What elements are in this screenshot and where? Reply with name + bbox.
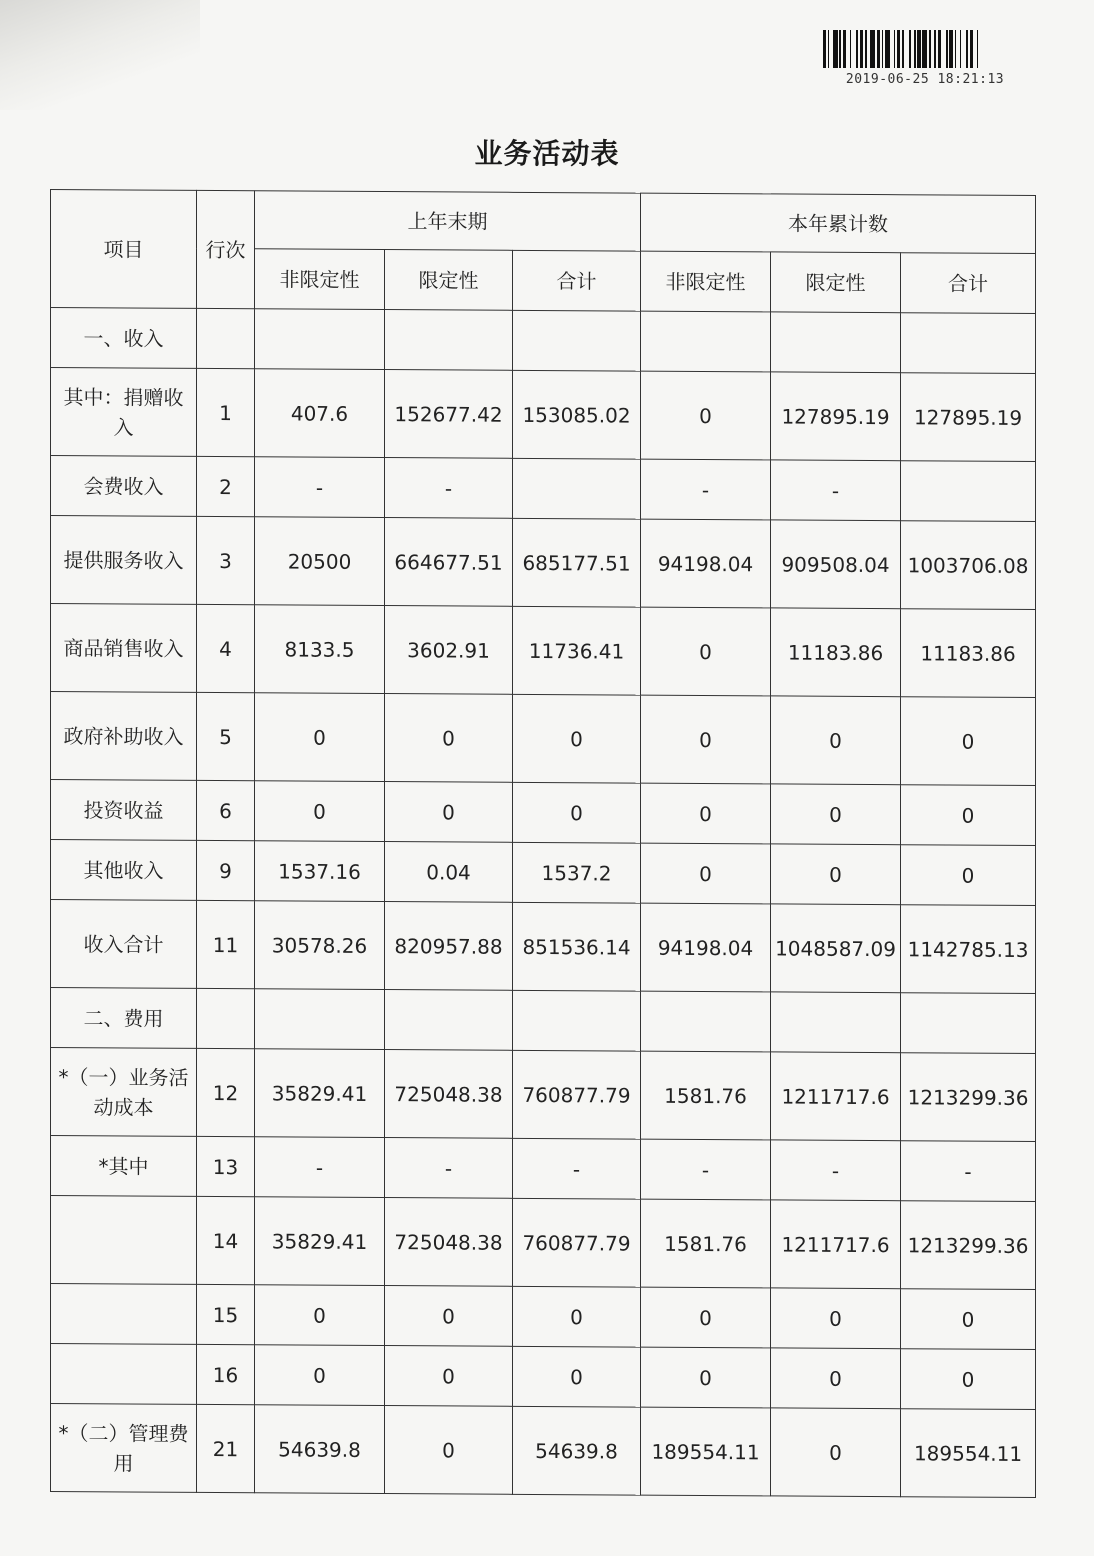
header-prev-period: 上年末期: [255, 191, 641, 251]
row-item-label: *（一）业务活动成本: [51, 1048, 197, 1137]
header-item: 项目: [51, 190, 197, 309]
row-value-cell: 11183.86: [901, 609, 1036, 698]
business-activity-table: [50, 189, 1036, 1498]
row-value-cell: -: [513, 1138, 641, 1199]
row-value-cell: 0: [255, 693, 385, 782]
table-row: [51, 692, 1036, 786]
row-value-cell: -: [771, 460, 901, 521]
row-value-cell: 1211717.6: [771, 1200, 901, 1289]
row-item-label: 一、收入: [51, 308, 197, 369]
row-value-cell: [641, 311, 771, 372]
table-row: [51, 780, 1036, 846]
row-value-cell: 0: [513, 782, 641, 843]
subheader-curr-unrestricted: 非限定性: [641, 251, 771, 312]
row-value-cell: 1581.76: [641, 1199, 771, 1288]
table-row: [51, 1136, 1036, 1202]
subheader-curr-restricted: 限定性: [771, 252, 901, 313]
row-value-cell: 0: [513, 1286, 641, 1347]
row-value-cell: -: [901, 1141, 1036, 1202]
row-value-cell: 851536.14: [513, 902, 641, 991]
row-value-cell: [641, 991, 771, 1052]
row-value-cell: 1211717.6: [771, 1052, 901, 1141]
row-item-label: *（二）管理费用: [51, 1404, 197, 1493]
page-fold-shadow: [0, 0, 200, 110]
table-row: [51, 900, 1036, 994]
row-item-label: [51, 1196, 197, 1285]
table-row: [51, 308, 1036, 374]
row-value-cell: 760877.79: [513, 1050, 641, 1139]
row-value-cell: 152677.42: [385, 370, 513, 459]
row-value-cell: [385, 990, 513, 1051]
row-value-cell: 0: [641, 783, 771, 844]
row-value-cell: 127895.19: [901, 373, 1036, 462]
row-line-no: [197, 988, 255, 1048]
row-value-cell: [255, 309, 385, 370]
row-value-cell: 1537.16: [255, 841, 385, 902]
row-item-label: 其中：捐赠收入: [51, 368, 197, 457]
row-line-no: 16: [197, 1344, 255, 1404]
document-title: 业务活动表: [474, 137, 620, 170]
row-line-no: 13: [197, 1136, 255, 1196]
subheader-prev-restricted: 限定性: [385, 250, 513, 311]
row-item-label: 提供服务收入: [51, 516, 197, 605]
row-value-cell: [255, 989, 385, 1050]
row-value-cell: -: [641, 459, 771, 520]
row-value-cell: 0: [641, 1347, 771, 1408]
row-value-cell: 94198.04: [641, 903, 771, 992]
row-value-cell: 0: [641, 371, 771, 460]
row-value-cell: 725048.38: [385, 1050, 513, 1139]
row-value-cell: 0: [901, 845, 1036, 906]
row-line-no: 2: [197, 456, 255, 516]
row-value-cell: 0: [901, 785, 1036, 846]
subheader-prev-unrestricted: 非限定性: [255, 249, 385, 310]
table-row: [51, 1404, 1036, 1498]
row-value-cell: [513, 458, 641, 519]
row-value-cell: -: [255, 1137, 385, 1198]
barcode-icon: [823, 30, 1028, 68]
row-line-no: 5: [197, 692, 255, 780]
row-value-cell: 35829.41: [255, 1197, 385, 1286]
row-value-cell: 0: [513, 694, 641, 783]
table-row: [51, 368, 1036, 462]
row-line-no: 3: [197, 516, 255, 604]
row-value-cell: 0: [385, 694, 513, 783]
table-row: [51, 516, 1036, 610]
row-line-no: 15: [197, 1284, 255, 1344]
row-value-cell: [901, 993, 1036, 1054]
row-value-cell: 1003706.08: [901, 521, 1036, 610]
row-value-cell: 54639.8: [255, 1405, 385, 1494]
row-value-cell: 820957.88: [385, 902, 513, 991]
row-value-cell: 8133.5: [255, 605, 385, 694]
row-item-label: [51, 1284, 197, 1345]
row-item-label: [51, 1344, 197, 1405]
row-value-cell: 1213299.36: [901, 1201, 1036, 1290]
row-value-cell: 127895.19: [771, 372, 901, 461]
row-line-no: 14: [197, 1196, 255, 1284]
row-value-cell: 0: [385, 1286, 513, 1347]
row-value-cell: [385, 310, 513, 371]
row-value-cell: [901, 313, 1036, 374]
row-value-cell: 0: [901, 1289, 1036, 1350]
row-line-no: 11: [197, 900, 255, 988]
row-value-cell: 189554.11: [641, 1407, 771, 1496]
row-item-label: *其中: [51, 1136, 197, 1197]
row-value-cell: 407.6: [255, 369, 385, 458]
row-line-no: 21: [197, 1404, 255, 1492]
row-value-cell: 0: [513, 1346, 641, 1407]
row-value-cell: 0: [641, 1287, 771, 1348]
row-value-cell: 0: [771, 784, 901, 845]
row-value-cell: -: [255, 457, 385, 518]
row-value-cell: 3602.91: [385, 606, 513, 695]
row-value-cell: 0: [771, 1348, 901, 1409]
header-line-no: 行次: [197, 190, 255, 308]
row-value-cell: 0: [385, 1406, 513, 1495]
row-value-cell: 20500: [255, 517, 385, 606]
row-value-cell: 1581.76: [641, 1051, 771, 1140]
row-value-cell: 0: [901, 1349, 1036, 1410]
row-value-cell: [513, 990, 641, 1051]
row-value-cell: 685177.51: [513, 518, 641, 607]
row-value-cell: 0: [771, 1408, 901, 1497]
row-value-cell: -: [771, 1140, 901, 1201]
row-item-label: 收入合计: [51, 900, 197, 989]
row-value-cell: 0: [641, 843, 771, 904]
row-value-cell: 0: [771, 1288, 901, 1349]
row-value-cell: 1048587.09: [771, 904, 901, 993]
row-value-cell: 0: [641, 695, 771, 784]
row-value-cell: 760877.79: [513, 1198, 641, 1287]
row-value-cell: 11736.41: [513, 606, 641, 695]
row-item-label: 投资收益: [51, 780, 197, 841]
table-row: [51, 1048, 1036, 1142]
header-current-ytd: 本年累计数: [641, 193, 1036, 253]
row-value-cell: 11183.86: [771, 608, 901, 697]
row-value-cell: 1537.2: [513, 842, 641, 903]
row-value-cell: 0: [255, 781, 385, 842]
row-item-label: 其他收入: [51, 840, 197, 901]
table-row: [51, 1284, 1036, 1350]
row-value-cell: 0: [385, 782, 513, 843]
row-value-cell: 30578.26: [255, 901, 385, 990]
row-line-no: 12: [197, 1048, 255, 1136]
table-row: [51, 840, 1036, 906]
row-value-cell: 1213299.36: [901, 1053, 1036, 1142]
row-item-label: 政府补助收入: [51, 692, 197, 781]
subheader-curr-total: 合计: [901, 253, 1036, 314]
table-row: [51, 456, 1036, 522]
barcode-block: [820, 30, 1030, 87]
row-line-no: 6: [197, 780, 255, 840]
row-value-cell: 0.04: [385, 842, 513, 903]
row-value-cell: [771, 992, 901, 1053]
row-value-cell: 0: [641, 607, 771, 696]
row-line-no: [197, 308, 255, 368]
row-value-cell: 0: [255, 1345, 385, 1406]
row-value-cell: [901, 461, 1036, 522]
row-value-cell: -: [385, 1138, 513, 1199]
row-value-cell: 0: [771, 844, 901, 905]
row-value-cell: 54639.8: [513, 1406, 641, 1495]
row-value-cell: [513, 310, 641, 371]
row-value-cell: 909508.04: [771, 520, 901, 609]
row-value-cell: 153085.02: [513, 370, 641, 459]
row-value-cell: 725048.38: [385, 1198, 513, 1287]
row-value-cell: [771, 312, 901, 373]
row-line-no: 1: [197, 368, 255, 456]
table-row: [51, 988, 1036, 1054]
row-line-no: 4: [197, 604, 255, 692]
row-value-cell: 1142785.13: [901, 905, 1036, 994]
row-value-cell: -: [385, 458, 513, 519]
row-value-cell: 0: [901, 697, 1036, 786]
row-value-cell: 189554.11: [901, 1409, 1036, 1498]
row-item-label: 二、费用: [51, 988, 197, 1049]
row-line-no: 9: [197, 840, 255, 900]
row-value-cell: -: [641, 1139, 771, 1200]
row-value-cell: 0: [385, 1346, 513, 1407]
row-item-label: 商品销售收入: [51, 604, 197, 693]
row-value-cell: 94198.04: [641, 519, 771, 608]
row-item-label: 会费收入: [51, 456, 197, 517]
row-value-cell: 664677.51: [385, 518, 513, 607]
row-value-cell: 0: [255, 1285, 385, 1346]
table-row: [51, 1344, 1036, 1410]
row-value-cell: 0: [771, 696, 901, 785]
print-timestamp: 2019-06-25 18:21:13: [845, 72, 1005, 87]
table-row: [51, 604, 1036, 698]
subheader-prev-total: 合计: [513, 250, 641, 311]
row-value-cell: 35829.41: [255, 1049, 385, 1138]
table-row: [51, 1196, 1036, 1290]
